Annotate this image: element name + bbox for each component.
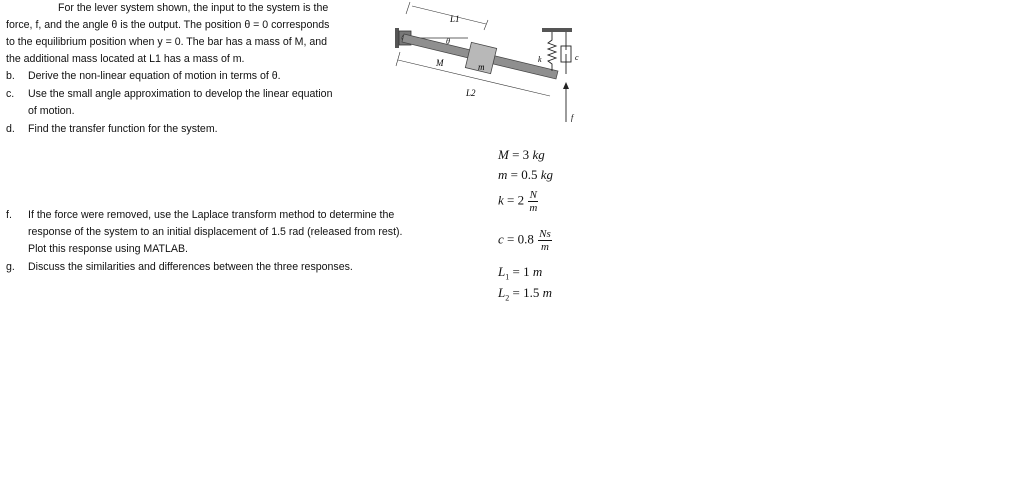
param-M-rhs: = 3 xyxy=(512,147,530,162)
question-b-text: Derive the non-linear equation of motion in terms of θ. xyxy=(28,70,281,82)
param-k-rhs: = 2 xyxy=(507,192,525,208)
param-L1-rhs: = 1 xyxy=(512,264,530,279)
param-c-den: m xyxy=(540,241,549,253)
theta-label: θ xyxy=(446,37,450,46)
force-arrow-head xyxy=(563,82,569,89)
intro-line-3: to the equilibrium position when y = 0. The bar has a mass of M, and xyxy=(6,36,328,48)
spring xyxy=(548,32,556,71)
param-k-fraction xyxy=(528,189,538,214)
param-L2 xyxy=(498,285,552,303)
question-d-text: Find the transfer function for the system. xyxy=(28,123,218,135)
l2-label: L2 xyxy=(466,88,476,98)
param-m-unit: kg xyxy=(540,167,554,182)
param-L1-lhs: L xyxy=(498,264,506,279)
param-L2-rhs: = 1.5 xyxy=(512,285,540,300)
ceiling xyxy=(542,28,572,32)
question-f-text-1: If the force were removed, use the Laplace transform method to determine the xyxy=(28,209,395,221)
question-d-label: d. xyxy=(6,123,15,135)
param-L1-sub: 1 xyxy=(505,272,510,282)
l1-tick-left xyxy=(406,2,410,14)
question-b-label: b. xyxy=(6,70,15,82)
intro-line-4: the additional mass located at L1 has a mass of m. xyxy=(6,53,245,65)
l1-label: L1 xyxy=(450,14,460,24)
param-k-lhs: k xyxy=(498,192,504,208)
param-M-lhs: M xyxy=(498,147,509,162)
question-g-label: g. xyxy=(6,261,15,273)
mass-m-label: m xyxy=(478,62,485,72)
question-c-text-1: Use the small angle approximation to develop the linear equation xyxy=(28,88,333,100)
l1-dimension-line xyxy=(412,6,486,24)
param-k-num: N xyxy=(529,189,538,201)
param-L1 xyxy=(498,264,542,282)
l1-tick-right xyxy=(484,20,488,30)
param-L2-sub: 2 xyxy=(505,293,510,303)
question-f-text-2: response of the system to an initial displacement of 1.5 rad (released from rest). xyxy=(28,226,403,238)
question-g-text: Discuss the similarities and differences between the three responses. xyxy=(28,261,353,273)
force-label: f xyxy=(571,113,574,122)
param-c xyxy=(498,228,552,253)
pivot-wall xyxy=(395,28,399,48)
param-M-unit: kg xyxy=(532,147,545,162)
spring-label: k xyxy=(538,55,542,64)
param-c-rhs: = 0.8 xyxy=(507,231,534,247)
lever-diagram xyxy=(390,0,600,130)
question-f-label: f. xyxy=(6,209,12,221)
param-L1-unit: m xyxy=(532,264,543,279)
intro-line-1: For the lever system shown, the input to the system is the xyxy=(58,2,329,14)
param-c-fraction xyxy=(538,228,552,253)
param-m xyxy=(498,167,553,183)
param-m-rhs: = 0.5 xyxy=(510,167,538,182)
param-L2-unit: m xyxy=(542,285,552,300)
intro-line-2: force, f, and the angle θ is the output. The position θ = 0 corresponds xyxy=(6,19,330,31)
param-c-num: Ns xyxy=(539,228,551,240)
question-c-label: c. xyxy=(6,88,15,100)
param-M xyxy=(498,147,545,163)
param-L2-lhs: L xyxy=(498,285,506,300)
l2-tick-left xyxy=(396,52,400,66)
bar-mass-label: M xyxy=(436,58,444,68)
param-c-lhs: c xyxy=(498,231,504,247)
damper-label: c xyxy=(575,53,579,62)
param-k-den: m xyxy=(529,202,538,214)
question-c-text-2: of motion. xyxy=(28,105,75,117)
question-f-text-3: Plot this response using MATLAB. xyxy=(28,243,188,255)
param-k xyxy=(498,189,538,214)
param-m-lhs: m xyxy=(498,167,508,182)
